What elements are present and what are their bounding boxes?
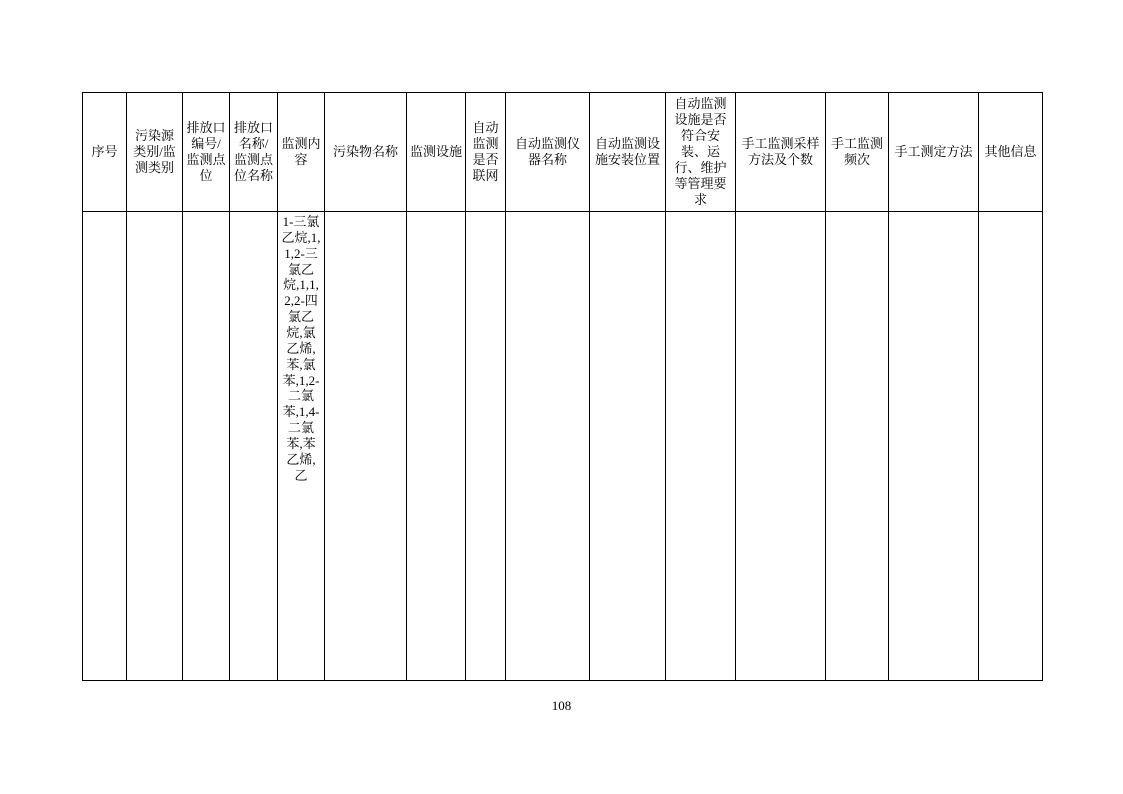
cell-outlet-name [230,212,278,681]
cell-pollutant-name [325,212,407,681]
cell-manual-frequency [826,212,889,681]
table-header-row [83,93,1043,212]
cell-outlet-code [183,212,230,681]
page-number: 108 [551,698,572,713]
column-header-manual-method: 手工测定方法 [889,93,979,212]
cell-other-info [979,212,1043,681]
cell-manual-method [889,212,979,681]
column-header-pollutant-name: 污染物名称 [325,93,407,212]
column-header-manual-frequency: 手工监测频次 [826,93,889,212]
monitoring-table [82,92,1043,681]
column-header-auto-monitoring-instrument: 自动监测仪器名称 [506,93,590,212]
table-row [83,212,1043,681]
cell-auto-monitoring-instrument [506,212,590,681]
cell-auto-monitoring-networked [466,212,506,681]
cell-index [83,212,127,681]
cell-source-category [127,212,183,681]
cell-auto-monitoring-compliance [666,212,736,681]
column-header-index: 序号 [83,93,127,212]
column-header-outlet-code: 排放口编号/监测点位 [183,93,230,212]
table-header [83,93,1043,212]
column-header-auto-monitoring-networked: 自动监测是否联网 [466,93,506,212]
cell-auto-monitoring-install-location [590,212,666,681]
column-header-auto-monitoring-compliance: 自动监测设施是否符合安装、运行、维护等管理要求 [666,93,736,212]
column-header-auto-monitoring-install-location: 自动监测设施安装位置 [590,93,666,212]
column-header-outlet-name: 排放口名称/监测点位名称 [230,93,278,212]
column-header-other-info: 其他信息 [979,93,1043,212]
cell-monitoring-content: 1-三氯乙烷,1,1,2-三氯乙烷,1,1,2,2-四氯乙烷,氯乙烯,苯,氯苯,1,2-二氯苯,1,4-二氯苯,苯乙烯,乙 [278,212,325,681]
cell-manual-sampling-method [736,212,826,681]
table-body [83,212,1043,681]
monitoring-table-container [82,92,1042,681]
column-header-monitoring-facility: 监测设施 [407,93,466,212]
column-header-source-category: 污染源类别/监测类别 [127,93,183,212]
cell-monitoring-facility [407,212,466,681]
column-header-manual-sampling-method: 手工监测采样方法及个数 [736,93,826,212]
column-header-monitoring-content: 监测内容 [278,93,325,212]
